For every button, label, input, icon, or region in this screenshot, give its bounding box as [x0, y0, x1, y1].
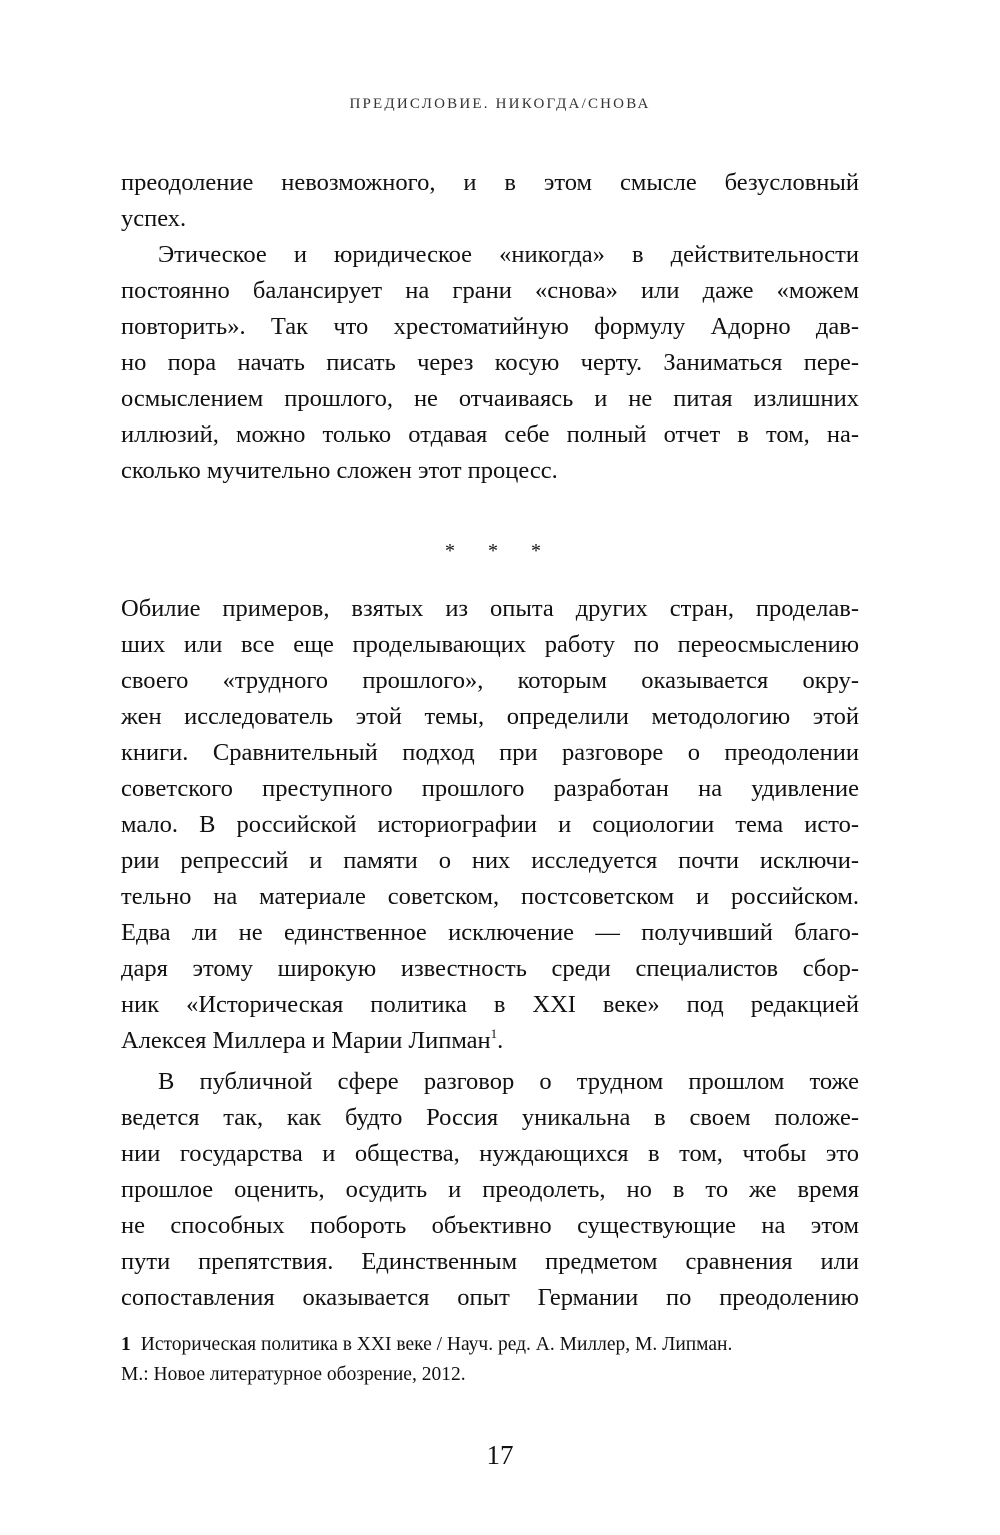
text-line-with-footnote: Алексея Миллера и Марии Липман$^1$. — [121, 1026, 504, 1054]
text-line: В публичной сфере разговор о трудном прошлом тоже — [158, 1068, 859, 1095]
section-separator: * * * — [445, 540, 555, 562]
text-line: пути препятствия. Единственным предметом сравнения или — [121, 1248, 859, 1275]
text-line: преодоление невозможного, и в этом смысле безусловный — [121, 169, 859, 196]
text-line: прошлое оценить, осудить и преодолеть, но в то же время — [121, 1176, 859, 1203]
text-line: повторить». Так что хрестоматийную формулу Адорно дав- — [121, 313, 859, 340]
text-line: нии государства и общества, нуждающихся в том, чтобы это — [121, 1140, 859, 1167]
footnote-reference: 1 — [490, 1026, 498, 1041]
text-line: Алексея Миллера и Марии Липман — [121, 1027, 491, 1054]
footnote — [121, 1330, 859, 1360]
text-line: Этическое и юридическое «никогда» в действительности — [158, 241, 859, 268]
running-head: ПРЕДИСЛОВИЕ. НИКОГДА/СНОВА — [349, 96, 651, 112]
text-line: Обилие примеров, взятых из опыта других стран, проделав- — [121, 595, 859, 622]
text-line: своего «трудного прошлого», которым оказывается окру- — [121, 667, 859, 694]
text-line: но пора начать писать через косую черту. Заниматься пере- — [121, 349, 859, 376]
text-line: ших или все еще проделывающих работу по переосмыслению — [121, 631, 859, 658]
text-line: сопоставления оказывается опыт Германии по преодолению — [121, 1284, 859, 1311]
text-line: ведется так, как будто Россия уникальна в своем положе- — [121, 1104, 859, 1131]
text-line: иллюзий, можно только отдавая себе полный отчет в том, на- — [121, 421, 859, 448]
footnote-text-continued: М.: Новое литературное обозрение, 2012. — [121, 1364, 466, 1385]
text-line: рии репрессий и памяти о них исследуется почти исключи- — [121, 847, 859, 874]
text-line: постоянно балансирует на грани «снова» или даже «можем — [121, 277, 859, 304]
text-line: советского преступного прошлого разработан на удивление — [121, 775, 859, 802]
text-line: даря этому широкую известность среди специалистов сбор- — [121, 955, 859, 982]
footnote-number: 1 — [121, 1334, 131, 1355]
text-line: книги. Сравнительный подход при разговоре о преодолении — [121, 739, 859, 766]
text-line: успех. — [121, 205, 187, 232]
page-number: 17 — [486, 1440, 514, 1470]
footnote-text: Историческая политика в XXI веке / Науч. ред. А. Миллер, М. Липман. — [140, 1334, 733, 1355]
text-line: мало. В российской историографии и социологии тема исто- — [121, 811, 859, 838]
text-line: тельно на материале советском, постсоветском и российском. — [121, 883, 859, 910]
text-line: жен исследователь этой темы, определили методологию этой — [121, 703, 859, 730]
text-line: осмыслением прошлого, не отчаиваясь и не питая излишних — [121, 385, 859, 412]
text-line: не способных побороть объективно существующие на этом — [121, 1212, 859, 1239]
text-line: сколько мучительно сложен этот процесс. — [121, 457, 558, 484]
text-line: ник «Историческая политика в XXI веке» под редакцией — [121, 991, 859, 1018]
text-line: Едва ли не единственное исключение — получивший благо- — [121, 919, 859, 946]
